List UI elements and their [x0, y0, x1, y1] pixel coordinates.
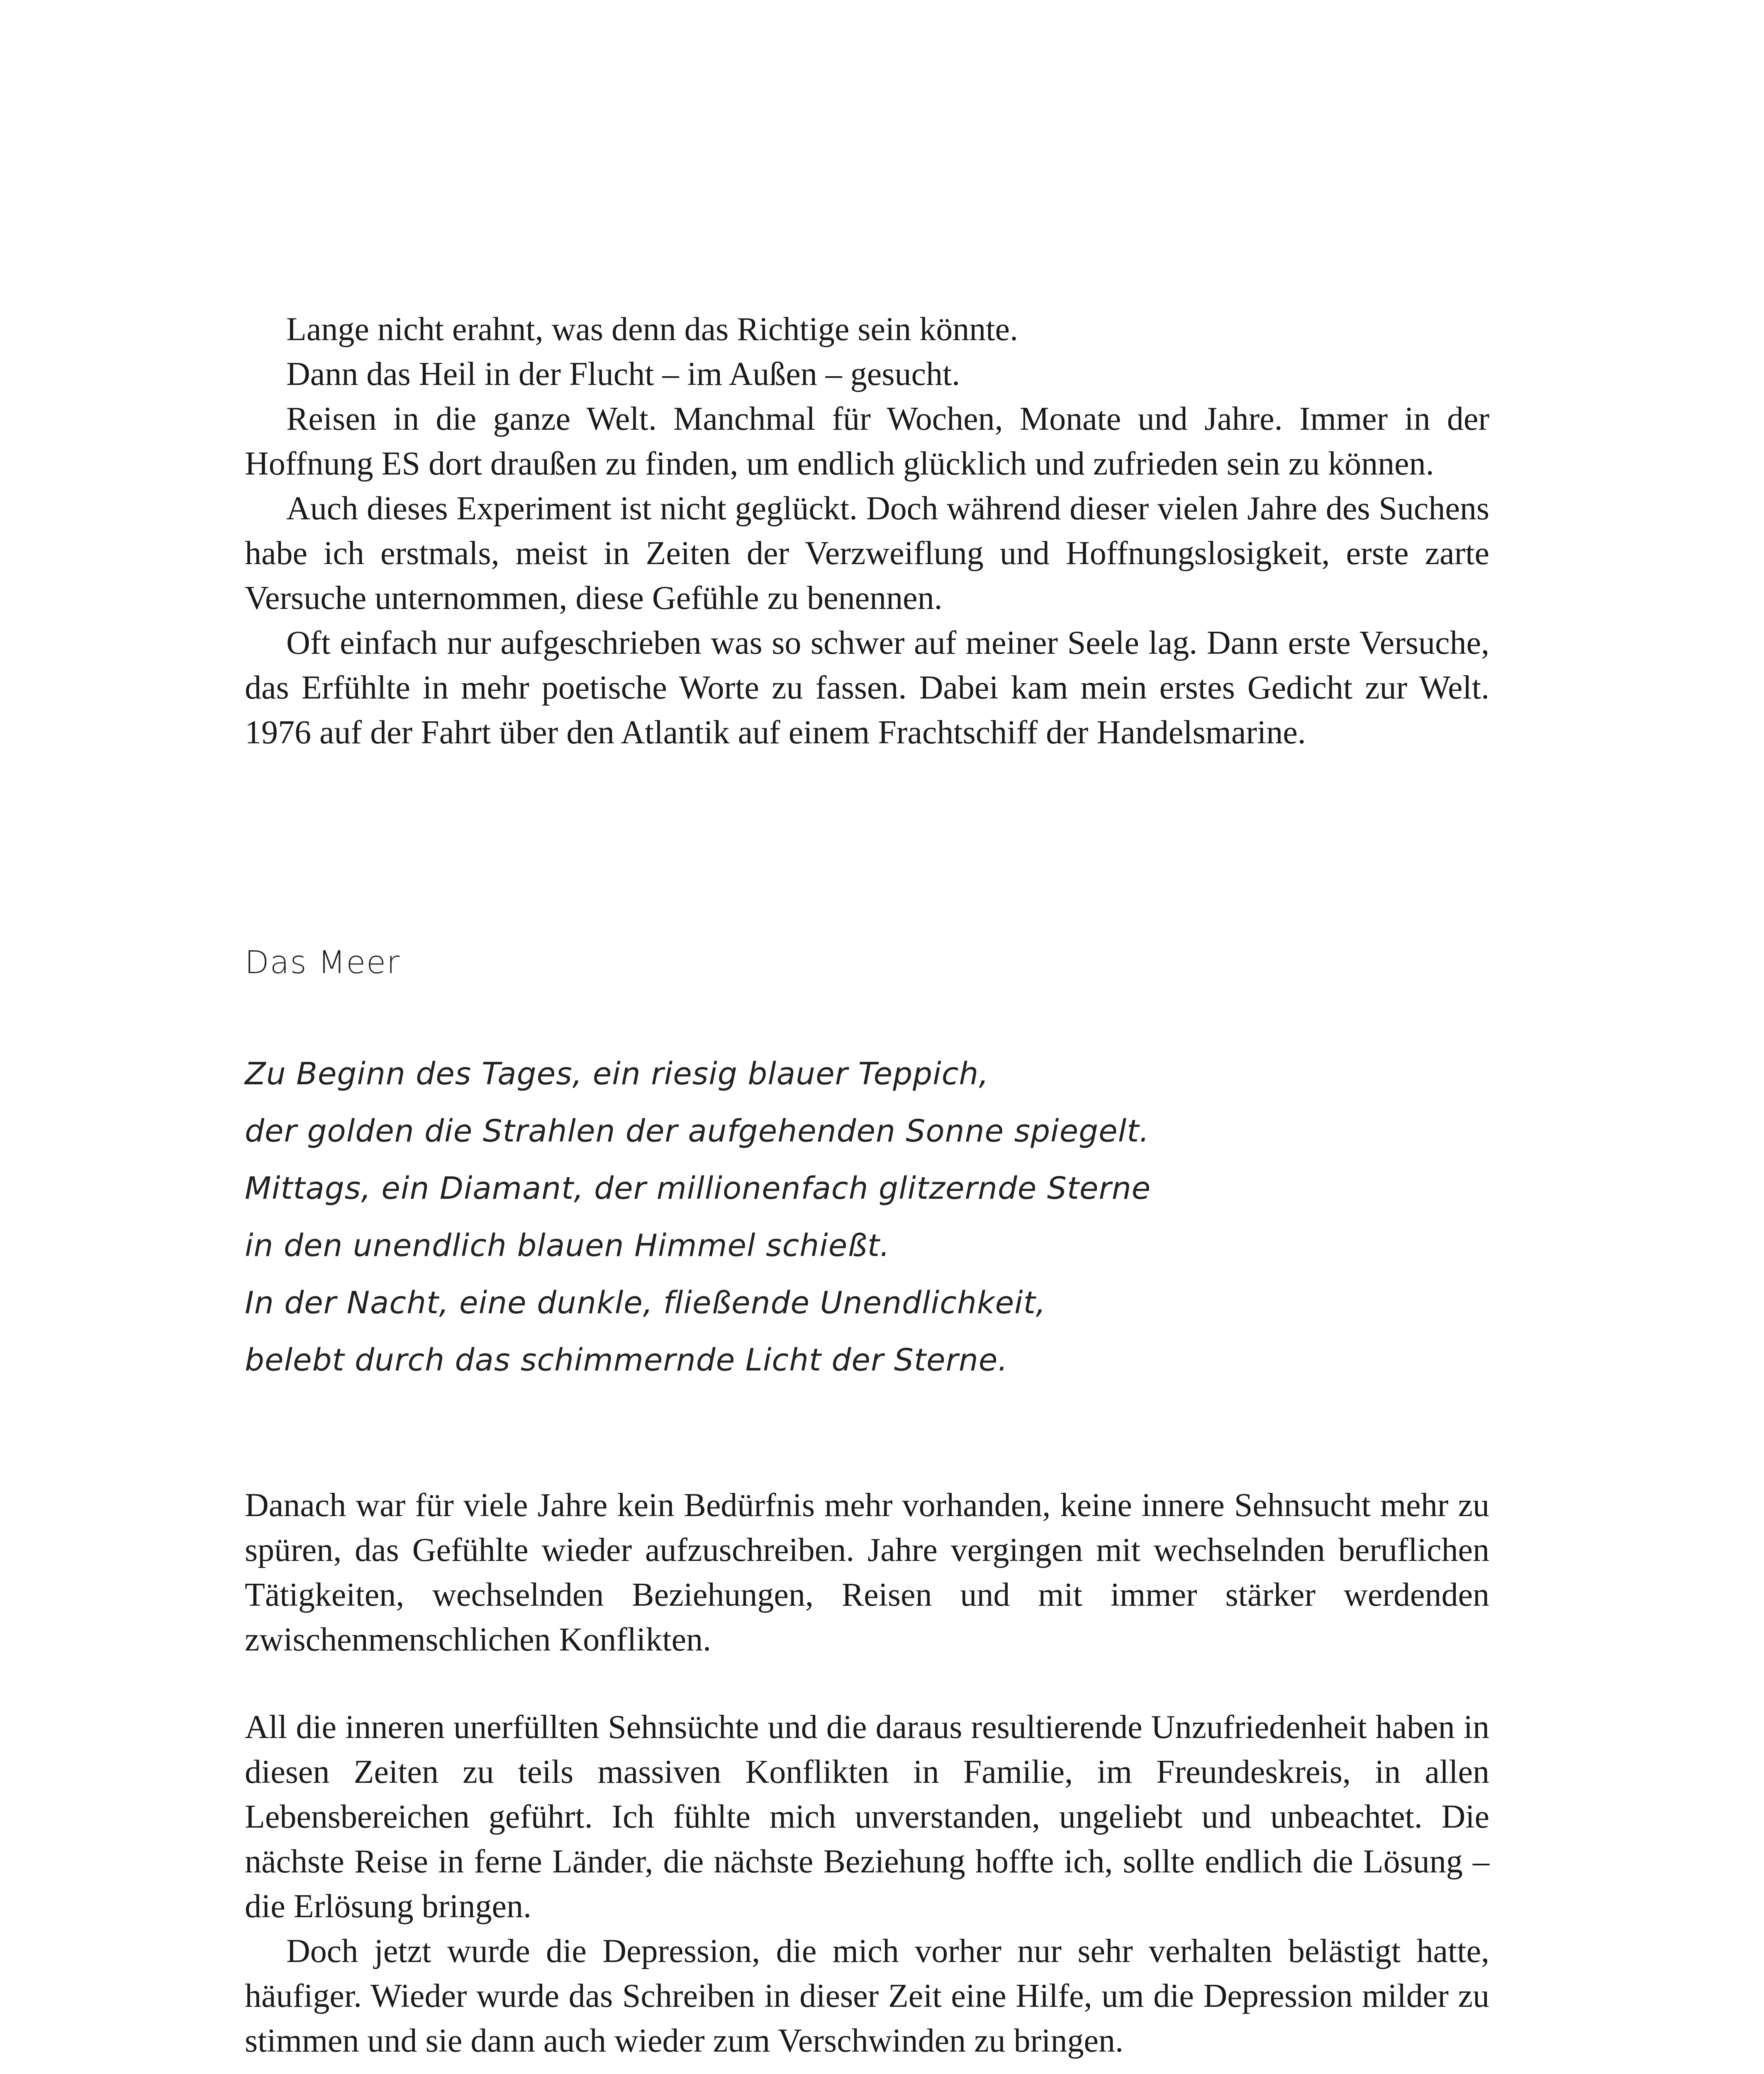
poem-line: Mittags, ein Diamant, der millionenfach glitzernde Sterne [245, 1171, 1151, 1206]
poem-line: der golden die Strahlen der aufgehenden Sonne spiegelt. [245, 1113, 1150, 1149]
poem-line: Zu Beginn des Tages, ein riesig blauer Teppich, [245, 1056, 989, 1092]
paragraph: Lange nicht erahnt, was denn das Richtige sein könnte. [286, 311, 1018, 348]
paragraph: Reisen in die ganze Welt. Manchmal für Wochen, Monate und Jahre. Immer in der Hoffnung ES dort draußen zu finden, um endlich glücklich und zufrieden sein zu können. [245, 401, 1489, 482]
paragraph: Oft einfach nur aufgeschrieben was so schwer auf meiner Seele lag. Dann erste Versuche, das Erfühlte in mehr poetische Worte zu fassen. Dabei kam mein erstes Gedicht zur Welt. 1976 auf der Fahrt über den Atlantik auf einem Frachtschiff der Handelsmarine. [245, 625, 1489, 751]
poem-line: in den unendlich blauen Himmel schießt. [245, 1228, 890, 1263]
poem-title: Das Meer [245, 944, 401, 981]
prose-section-after-poem [245, 1483, 1489, 1662]
paragraph: Auch dieses Experiment ist nicht geglückt. Doch während dieser vielen Jahre des Suchens habe ich erstmals, meist in Zeiten der Verzweiflung und Hoffnungslosigkeit, erste zarte Versuche unternommen, diese Gefühle zu benennen. [245, 490, 1489, 616]
prose-section-conflicts [245, 1705, 1489, 2063]
poem [245, 1045, 1489, 1389]
paragraph: All die inneren unerfüllten Sehnsüchte und die daraus resultierende Unzufriedenheit haben in diesen Zeiten zu teils massiven Konflikten in Familie, im Freundeskreis, in allen Lebensbereichen geführt. Ich fühlte mich unverstanden, ungeliebt und unbeachtet. Die nächste Reise in ferne Länder, die nächste Beziehung hoffte ich, sollte endlich die Lösung – die Erlösung bringen. [245, 1709, 1489, 1925]
poem-line: belebt durch das schimmernde Licht der Sterne. [245, 1342, 1008, 1378]
paragraph: Dann das Heil in der Flucht – im Außen – gesucht. [286, 356, 960, 392]
paragraph: Danach war für viele Jahre kein Bedürfnis mehr vorhanden, keine innere Sehnsucht mehr zu spüren, das Gefühlte wieder aufzuschreiben. Jahre vergingen mit wechselnden beruflichen Tätigkeiten, wechselnden Beziehungen, Reisen und mit immer stärker werdenden zwischenmenschlichen Konflikten. [245, 1487, 1489, 1658]
paragraph: Doch jetzt wurde die Depression, die mich vorher nur sehr verhalten belästigt hatte, häufiger. Wieder wurde das Schreiben in dieser Zeit eine Hilfe, um die Depression milder zu stimmen und sie dann auch wieder zum Verschwinden zu bringen. [245, 1933, 1489, 2059]
poem-line: In der Nacht, eine dunkle, fließende Unendlichkeit, [245, 1285, 1046, 1321]
prose-section-intro [245, 307, 1489, 755]
